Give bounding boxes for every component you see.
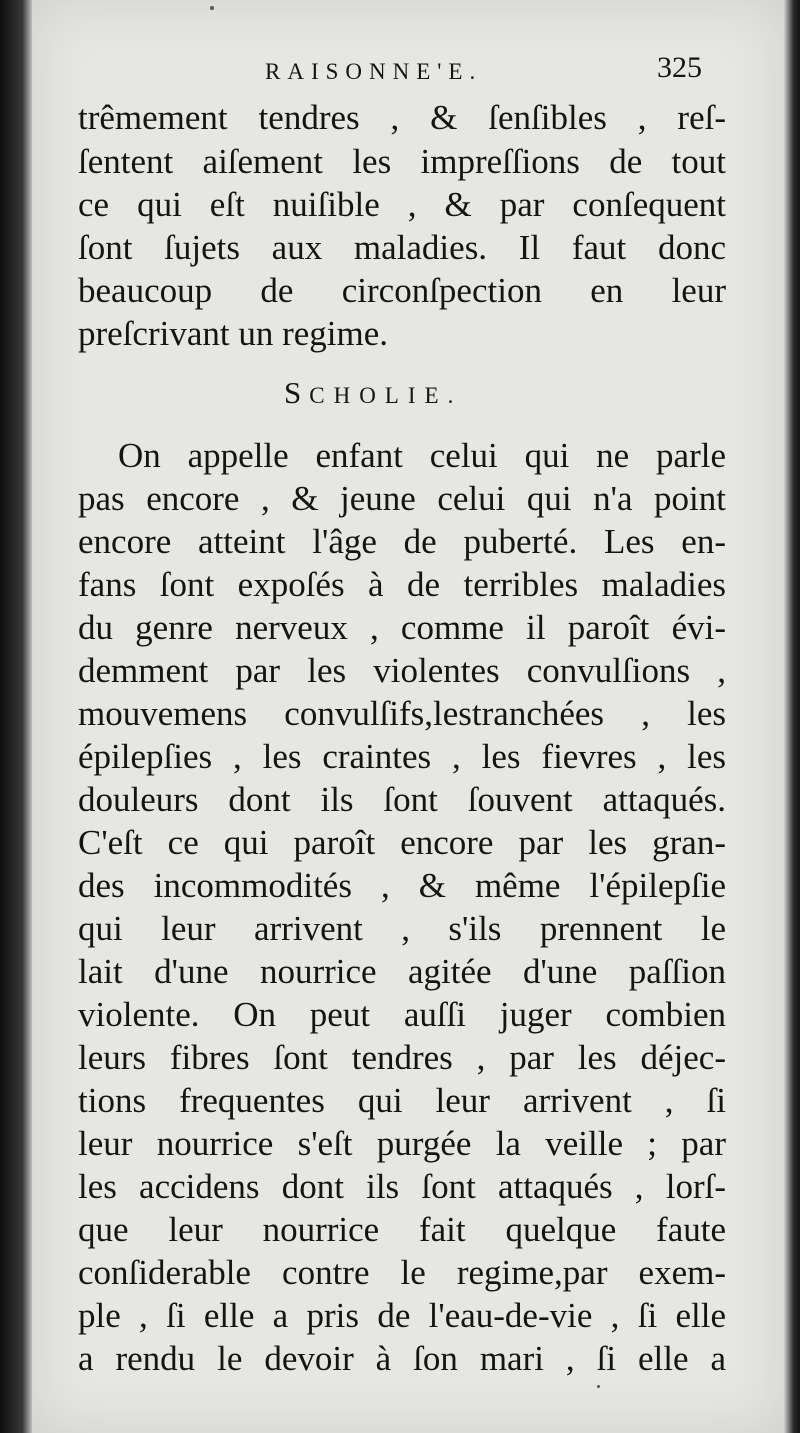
text-line: ſentent aiſement les impreſſions de tout [78, 142, 726, 181]
text-line: encore atteint l'âge de puberté. Les en- [78, 522, 726, 561]
text-line: pas encore , & jeune celui qui n'a point [78, 479, 726, 518]
text-line: On appelle enfant celui qui ne parle [118, 436, 726, 475]
text-line: ſont ſujets aux maladies. Il faut donc [78, 228, 726, 267]
page-edge-shadow [784, 0, 800, 1433]
text-line: fans ſont expoſés à de terribles maladies [78, 565, 726, 604]
text-line: a rendu le devoir à ſon mari , ſi elle a [78, 1339, 726, 1378]
binding-shadow [0, 0, 32, 1433]
text-line: leurs fibres ſont tendres , par les déjec- [78, 1038, 726, 1077]
text-line: du genre nerveux , comme il paroît évi- [78, 608, 726, 647]
text-line: violente. On peut auſſi juger combien [78, 995, 726, 1034]
text-line: les accidens dont ils ſont attaqués , lorſ- [78, 1167, 726, 1206]
text-line: C'eſt ce qui paroît encore par les gran- [78, 823, 726, 862]
ink-speck [597, 1385, 600, 1388]
text-line: leur nourrice s'eſt purgée la veille ; par [78, 1124, 726, 1163]
text-line: conſiderable contre le regime,par exem- [78, 1253, 726, 1292]
text-line: que leur nourrice fait quelque faute [78, 1210, 726, 1249]
ink-speck [210, 6, 214, 10]
page-number: 325 [657, 51, 702, 84]
text-line: qui leur arrivent , s'ils prennent le [78, 909, 726, 948]
section-heading [284, 377, 462, 412]
text-line: mouvemens convulſifs,lestranchées , les [78, 694, 726, 733]
text-line: beaucoup de circonſpection en leur [78, 271, 726, 310]
heading-rest: CHOLIE. [309, 383, 463, 408]
text-line: tions frequentes qui leur arrivent , ſi [78, 1081, 726, 1120]
text-line: ce qui eſt nuiſible , & par conſequent [78, 185, 726, 224]
text-line: des incommodités , & même l'épilepſie [78, 866, 726, 905]
heading-initial: S [284, 375, 310, 410]
running-head: RAISONNE'E. [265, 59, 483, 84]
text-line: lait d'une nourrice agitée d'une paſſion [78, 952, 726, 991]
text-line: demment par les violentes convulſions , [78, 651, 726, 690]
text-line: douleurs dont ils ſont ſouvent attaqués. [78, 780, 726, 819]
text-line: trêmement tendres , & ſenſibles , reſ- [78, 98, 726, 137]
text-line: épilepſies , les craintes , les fievres , les [78, 737, 726, 776]
text-line: ple , ſi elle a pris de l'eau-de-vie , ſi elle [78, 1296, 726, 1335]
text-line: preſcrivant un regime. [78, 314, 389, 353]
